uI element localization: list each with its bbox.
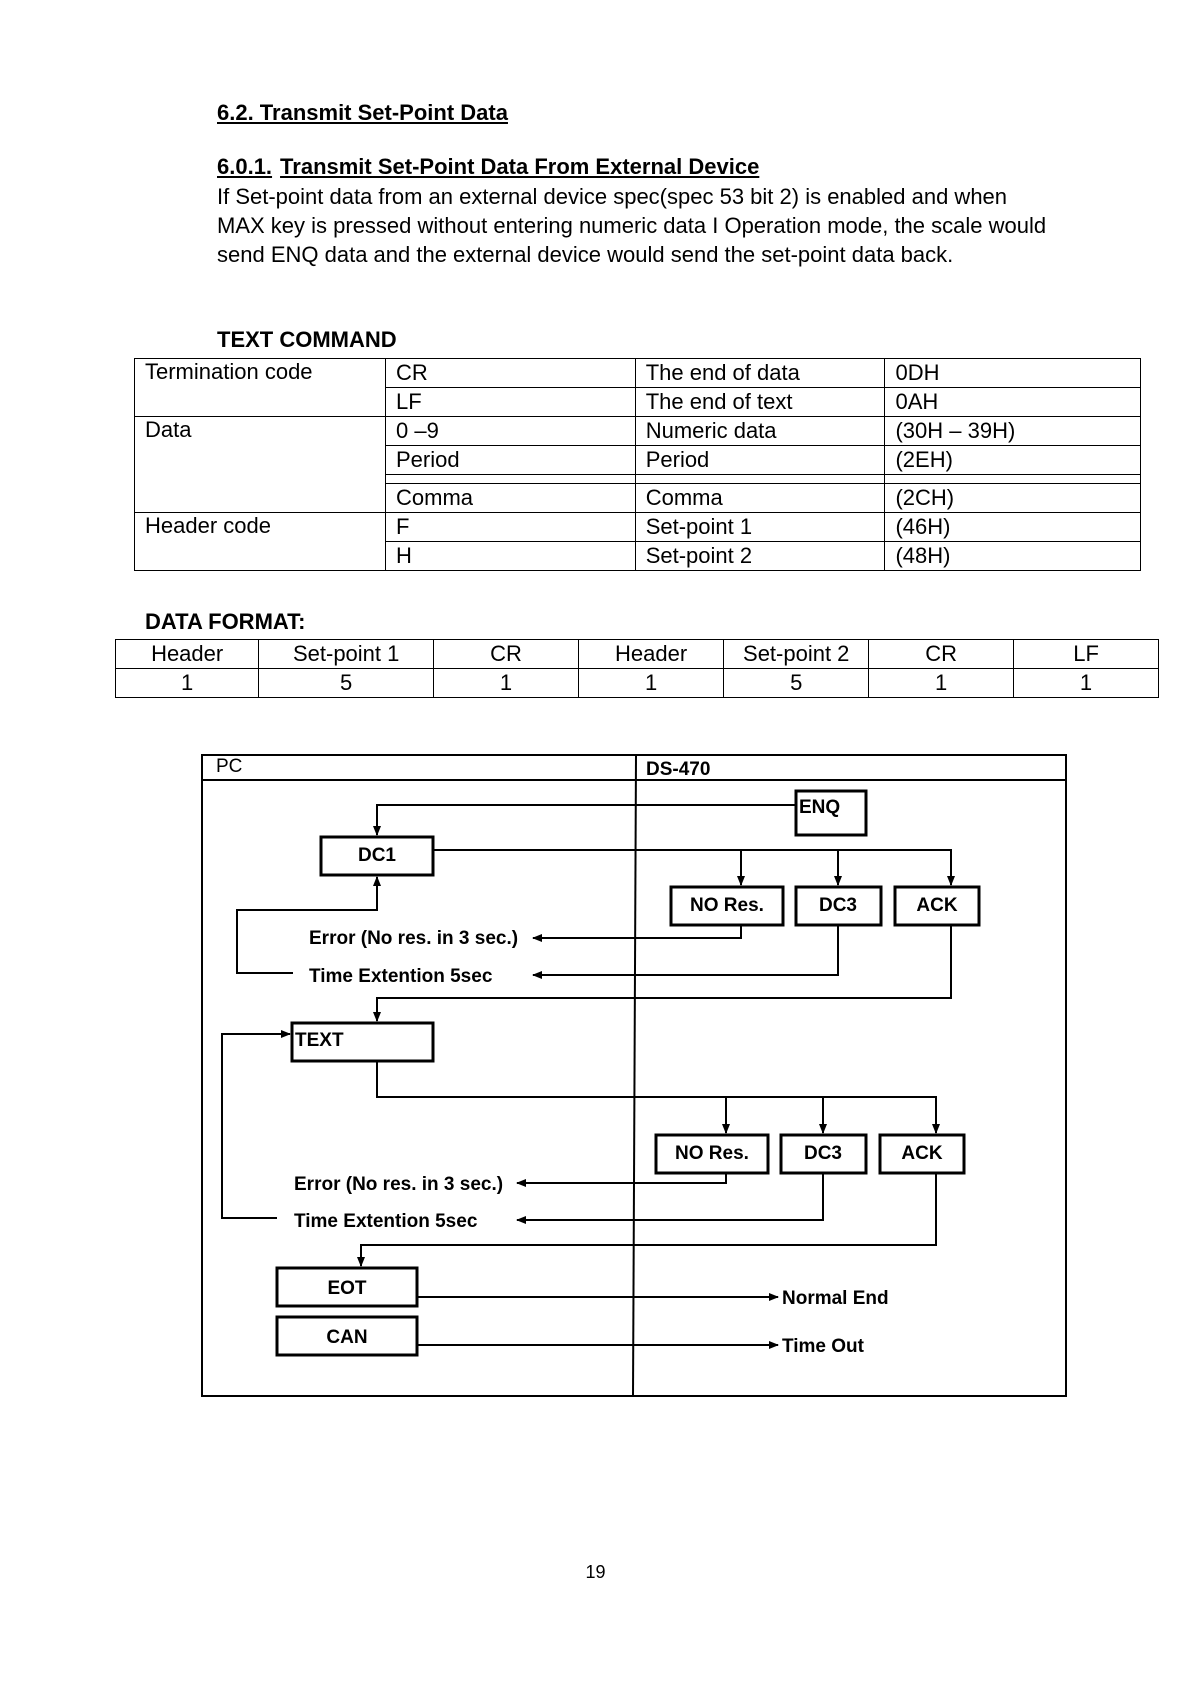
time-out-label: Time Out [782, 1336, 864, 1357]
eot-label: EOT [327, 1278, 367, 1299]
table-cell: Period [635, 446, 885, 475]
dc1-label: DC1 [357, 845, 397, 866]
time-ext-label-1: Time Extention 5sec [309, 966, 493, 987]
table-header-cell: LF [1014, 640, 1159, 669]
time-ext-loop-arrow-2 [222, 1034, 290, 1218]
no-res-to-error-arrow-1 [533, 925, 741, 938]
table-cell: (2CH) [885, 484, 1141, 513]
table-header-cell: Header [578, 640, 723, 669]
table-cell: Set-point 1 [635, 513, 885, 542]
subsection-number: 6.0.1. [217, 154, 273, 179]
table-header-cell: Set-point 2 [724, 640, 869, 669]
no-res-label-1: NO Res. [690, 895, 764, 916]
table-cell: 0DH [885, 359, 1141, 388]
group-label: Header code [135, 513, 386, 571]
normal-end-label: Normal End [782, 1288, 889, 1309]
table-cell: 0AH [885, 388, 1141, 417]
enq-label: ENQ [799, 797, 841, 818]
text-label: TEXT [295, 1030, 344, 1051]
enq-to-dc1-arrow [377, 805, 796, 835]
table-cell: CR [386, 359, 636, 388]
text-to-ack-arrow [377, 1061, 936, 1133]
table-cell: The end of text [635, 388, 885, 417]
paragraph-line: send ENQ data and the external device would send the set-point data back. [217, 242, 954, 267]
time-ext-label-2: Time Extention 5sec [294, 1211, 478, 1232]
table-cell: 1 [578, 669, 723, 698]
ack-label-2: ACK [901, 1143, 943, 1164]
group-label: Termination code [135, 359, 386, 417]
table-header-cell: CR [434, 640, 579, 669]
data-format-title: DATA FORMAT: [145, 609, 306, 634]
table-cell: Comma [386, 484, 636, 513]
dc3-to-time-ext-arrow-1 [533, 925, 838, 975]
table-cell: 1 [434, 669, 579, 698]
time-ext-loop-arrow-1 [237, 877, 377, 973]
table-cell: Numeric data [635, 417, 885, 446]
dc3-label-2: DC3 [803, 1143, 843, 1164]
error-label-2: Error (No res. in 3 sec.) [294, 1174, 504, 1195]
subsection-title: Transmit Set-Point Data From External Device [280, 154, 760, 179]
table-cell: 1 [1014, 669, 1159, 698]
table-cell: 5 [259, 669, 434, 698]
table-cell: (2EH) [885, 446, 1141, 475]
table-header-cell: CR [869, 640, 1014, 669]
table-cell: Comma [635, 484, 885, 513]
table-cell: The end of data [635, 359, 885, 388]
group-label: Data [135, 417, 386, 513]
table-header-cell: Header [116, 640, 259, 669]
no-res-label-2: NO Res. [675, 1143, 749, 1164]
pc-label: PC [216, 756, 243, 777]
table-cell: Set-point 2 [635, 542, 885, 571]
ack-label-1: ACK [916, 895, 958, 916]
table-cell: (30H – 39H) [885, 417, 1141, 446]
diagram-column-divider [633, 755, 636, 1396]
table-cell: 1 [116, 669, 259, 698]
page-number: 19 [585, 1562, 606, 1582]
table-cell: 1 [869, 669, 1014, 698]
table-cell: H [386, 542, 636, 571]
table-cell: 5 [724, 669, 869, 698]
table-cell: (46H) [885, 513, 1141, 542]
dc3-to-time-ext-arrow-2 [517, 1173, 823, 1220]
table-cell: (48H) [885, 542, 1141, 571]
section-heading: 6.2. Transmit Set-Point Data [217, 100, 508, 125]
table-cell: F [386, 513, 636, 542]
paragraph-line: MAX key is pressed without entering numeric data I Operation mode, the scale would [217, 213, 1047, 238]
error-label-1: Error (No res. in 3 sec.) [309, 928, 519, 949]
table-cell: LF [386, 388, 636, 417]
table-cell: Period [386, 446, 636, 475]
table-cell: 0 –9 [386, 417, 636, 446]
text-command-title: TEXT COMMAND [217, 327, 397, 352]
ds-470-label: DS-470 [646, 759, 711, 780]
table-header-cell: Set-point 1 [259, 640, 434, 669]
dc1-to-ack-arrow [433, 850, 951, 885]
can-label: CAN [326, 1327, 368, 1348]
dc3-label-1: DC3 [818, 895, 858, 916]
paragraph-line: If Set-point data from an external device spec(spec 53 bit 2) is enabled and when [217, 184, 1008, 209]
